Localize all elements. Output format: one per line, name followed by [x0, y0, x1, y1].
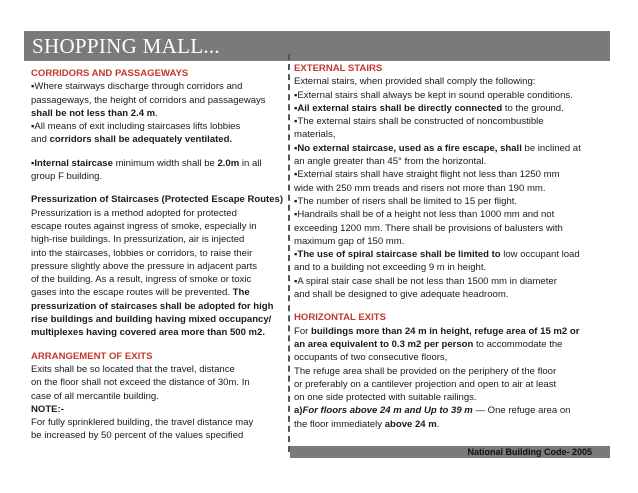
corridors-ventilated-bold: corridors shall be adequately ventilated.	[49, 134, 233, 146]
text-fragment: minimum width shall be	[112, 157, 218, 169]
internal-staircase-line: group F building.	[31, 171, 103, 183]
pressurization-line: Pressurization is a method adopted for protected	[31, 207, 237, 219]
pressurization-bold-line: multiplexes having covered area more than 500 m2.	[31, 327, 265, 339]
heading-horizontal-exits: HORIZONTAL EXITS	[294, 312, 386, 324]
slide-title: SHOPPING MALL...	[32, 34, 220, 58]
heading-pressurization: Pressurization of Staircases (Protected Escape Routes)	[31, 194, 284, 206]
text-fragment: .	[436, 418, 440, 430]
pressurization-line: into the staircases, lobbies or corridors, to raise their	[31, 247, 253, 259]
text-fragment: ▪The use of spiral staircase shall be limited to	[294, 249, 501, 261]
text-fragment: The	[232, 287, 250, 299]
external-line: an angle greater than 45° from the horizontal.	[294, 156, 487, 168]
pressurization-line: high-rise buildings. In pressurization, air is injected	[31, 234, 245, 246]
text-fragment: buildings more than 24 m in height, refuge area of 15 m2 or	[310, 325, 580, 337]
pressurization-line	[31, 286, 289, 299]
horizontal-line	[294, 338, 614, 351]
title-bar	[24, 31, 610, 61]
internal-staircase-width: 2.0m	[217, 157, 240, 169]
left-column	[31, 67, 289, 443]
external-line: ▪The number of risers shall be limited to 15 per flight.	[294, 195, 518, 207]
external-line: ▪Handrails shall be of a height not less than 1000 mm and not	[294, 209, 555, 221]
text-fragment: For	[294, 325, 311, 337]
arrangement-line: Exits shall be so located that the travel, distance	[31, 363, 235, 375]
text-fragment: to accommodate the	[473, 338, 563, 350]
right-column	[294, 62, 614, 431]
corridors-line	[31, 107, 289, 120]
horizontal-line	[294, 418, 614, 431]
text-fragment: ▪No external staircase, used as a fire escape, shall	[294, 142, 522, 154]
corridors-line: ▪Where stairways discharge through corridors and	[31, 81, 243, 93]
external-line	[294, 248, 614, 261]
heading-external-stairs: EXTERNAL STAIRS	[294, 63, 383, 74]
external-line: ▪A spiral stair case shall be not less than 1500 mm in diameter	[294, 275, 557, 287]
external-line: and to a building not exceeding 9 m in height.	[294, 262, 487, 274]
footer-bar	[290, 446, 610, 458]
text-fragment: the floor immediately	[294, 418, 385, 430]
pressurization-bold-line: rise buildings and building having mixed occupancy/	[31, 314, 272, 326]
horizontal-line: or preferably on a cantilever projection and open to air at least	[294, 378, 557, 390]
corridors-line: ▪All means of exit including staircases lifts lobbies	[31, 121, 241, 133]
corridors-line	[31, 133, 289, 146]
text-fragment: a)	[294, 405, 303, 417]
arrangement-line: case of all mercantile building.	[31, 390, 159, 402]
horizontal-line: occupants of two consecutive floors,	[294, 352, 448, 364]
text-fragment: and	[31, 134, 50, 146]
pressurization-line: pressure slightly above the pressure in adjacent parts	[31, 260, 258, 272]
external-line: exceeding 1200 mm. There shall be provisions of balusters with	[294, 222, 563, 234]
external-line: ▪External stairs shall always be kept in sound operable conditions.	[294, 89, 573, 101]
heading-corridors: CORRIDORS AND PASSAGEWAYS	[31, 68, 189, 79]
footer-source: National Building Code- 2005	[467, 447, 592, 457]
text-fragment: to the ground.	[502, 102, 564, 114]
external-line: ▪The external stairs shall be constructed of noncombustible	[294, 116, 544, 128]
text-fragment: low occupant load	[500, 249, 580, 261]
pressurization-bold-line: pressurization of staircases shall be adopted for high	[31, 300, 274, 312]
external-line: and shall be designed to give adequate headroom.	[294, 289, 509, 301]
internal-staircase-label: ▪Internal staircase	[31, 157, 113, 169]
pressurization-line: escape routes against ingress of smoke, especially in	[31, 220, 257, 232]
pressurization-line: of the building. As a result, ingress of smoke or toxic	[31, 274, 252, 286]
text-fragment: For floors above 24 m and Up to 39 m	[302, 405, 473, 417]
external-intro: External stairs, when provided shall comply the following:	[294, 76, 536, 88]
text-fragment: above 24 m	[384, 418, 437, 430]
text-fragment: an area equivalent to 0.3 m2 per person	[294, 338, 474, 350]
horizontal-line	[294, 325, 614, 338]
external-line: materials,	[294, 129, 336, 141]
horizontal-line: on one side protected with suitable railings.	[294, 392, 477, 404]
external-line	[294, 102, 614, 115]
external-line: maximum gap of 150 mm.	[294, 235, 405, 247]
corridors-height-bold: shall be not less than 2.4 m	[31, 107, 156, 119]
horizontal-line: The refuge area shall be provided on the periphery of the floor	[294, 365, 557, 377]
arrangement-note-line: For fully sprinklered building, the travel distance may	[31, 417, 254, 429]
external-line	[294, 142, 614, 155]
arrangement-note-label: NOTE:-	[31, 403, 64, 415]
text-fragment: be inclined at	[521, 142, 581, 154]
text-fragment: gases into the escape routes will be prevented.	[31, 287, 233, 299]
corridors-period: .	[155, 107, 158, 119]
corridors-line: passageways, the height of corridors and passageways	[31, 94, 266, 106]
external-line: ▪External stairs shall have straight flight not less than 1250 mm	[294, 169, 560, 181]
heading-arrangement: ARRANGEMENT OF EXITS	[31, 350, 153, 362]
arrangement-line: on the floor shall not exceed the distance of 30m. In	[31, 377, 250, 389]
text-fragment: ▪Ail external stairs shall be directly connected	[294, 102, 503, 114]
arrangement-note-line: be increased by 50 percent of the values specified	[31, 430, 244, 442]
text-fragment: — One refuge area on	[472, 405, 571, 417]
external-line: wide with 250 mm treads and risers not more than 190 mm.	[294, 182, 546, 194]
horizontal-line	[294, 404, 614, 417]
text-fragment: in all	[239, 157, 262, 169]
internal-staircase-line	[31, 157, 289, 170]
